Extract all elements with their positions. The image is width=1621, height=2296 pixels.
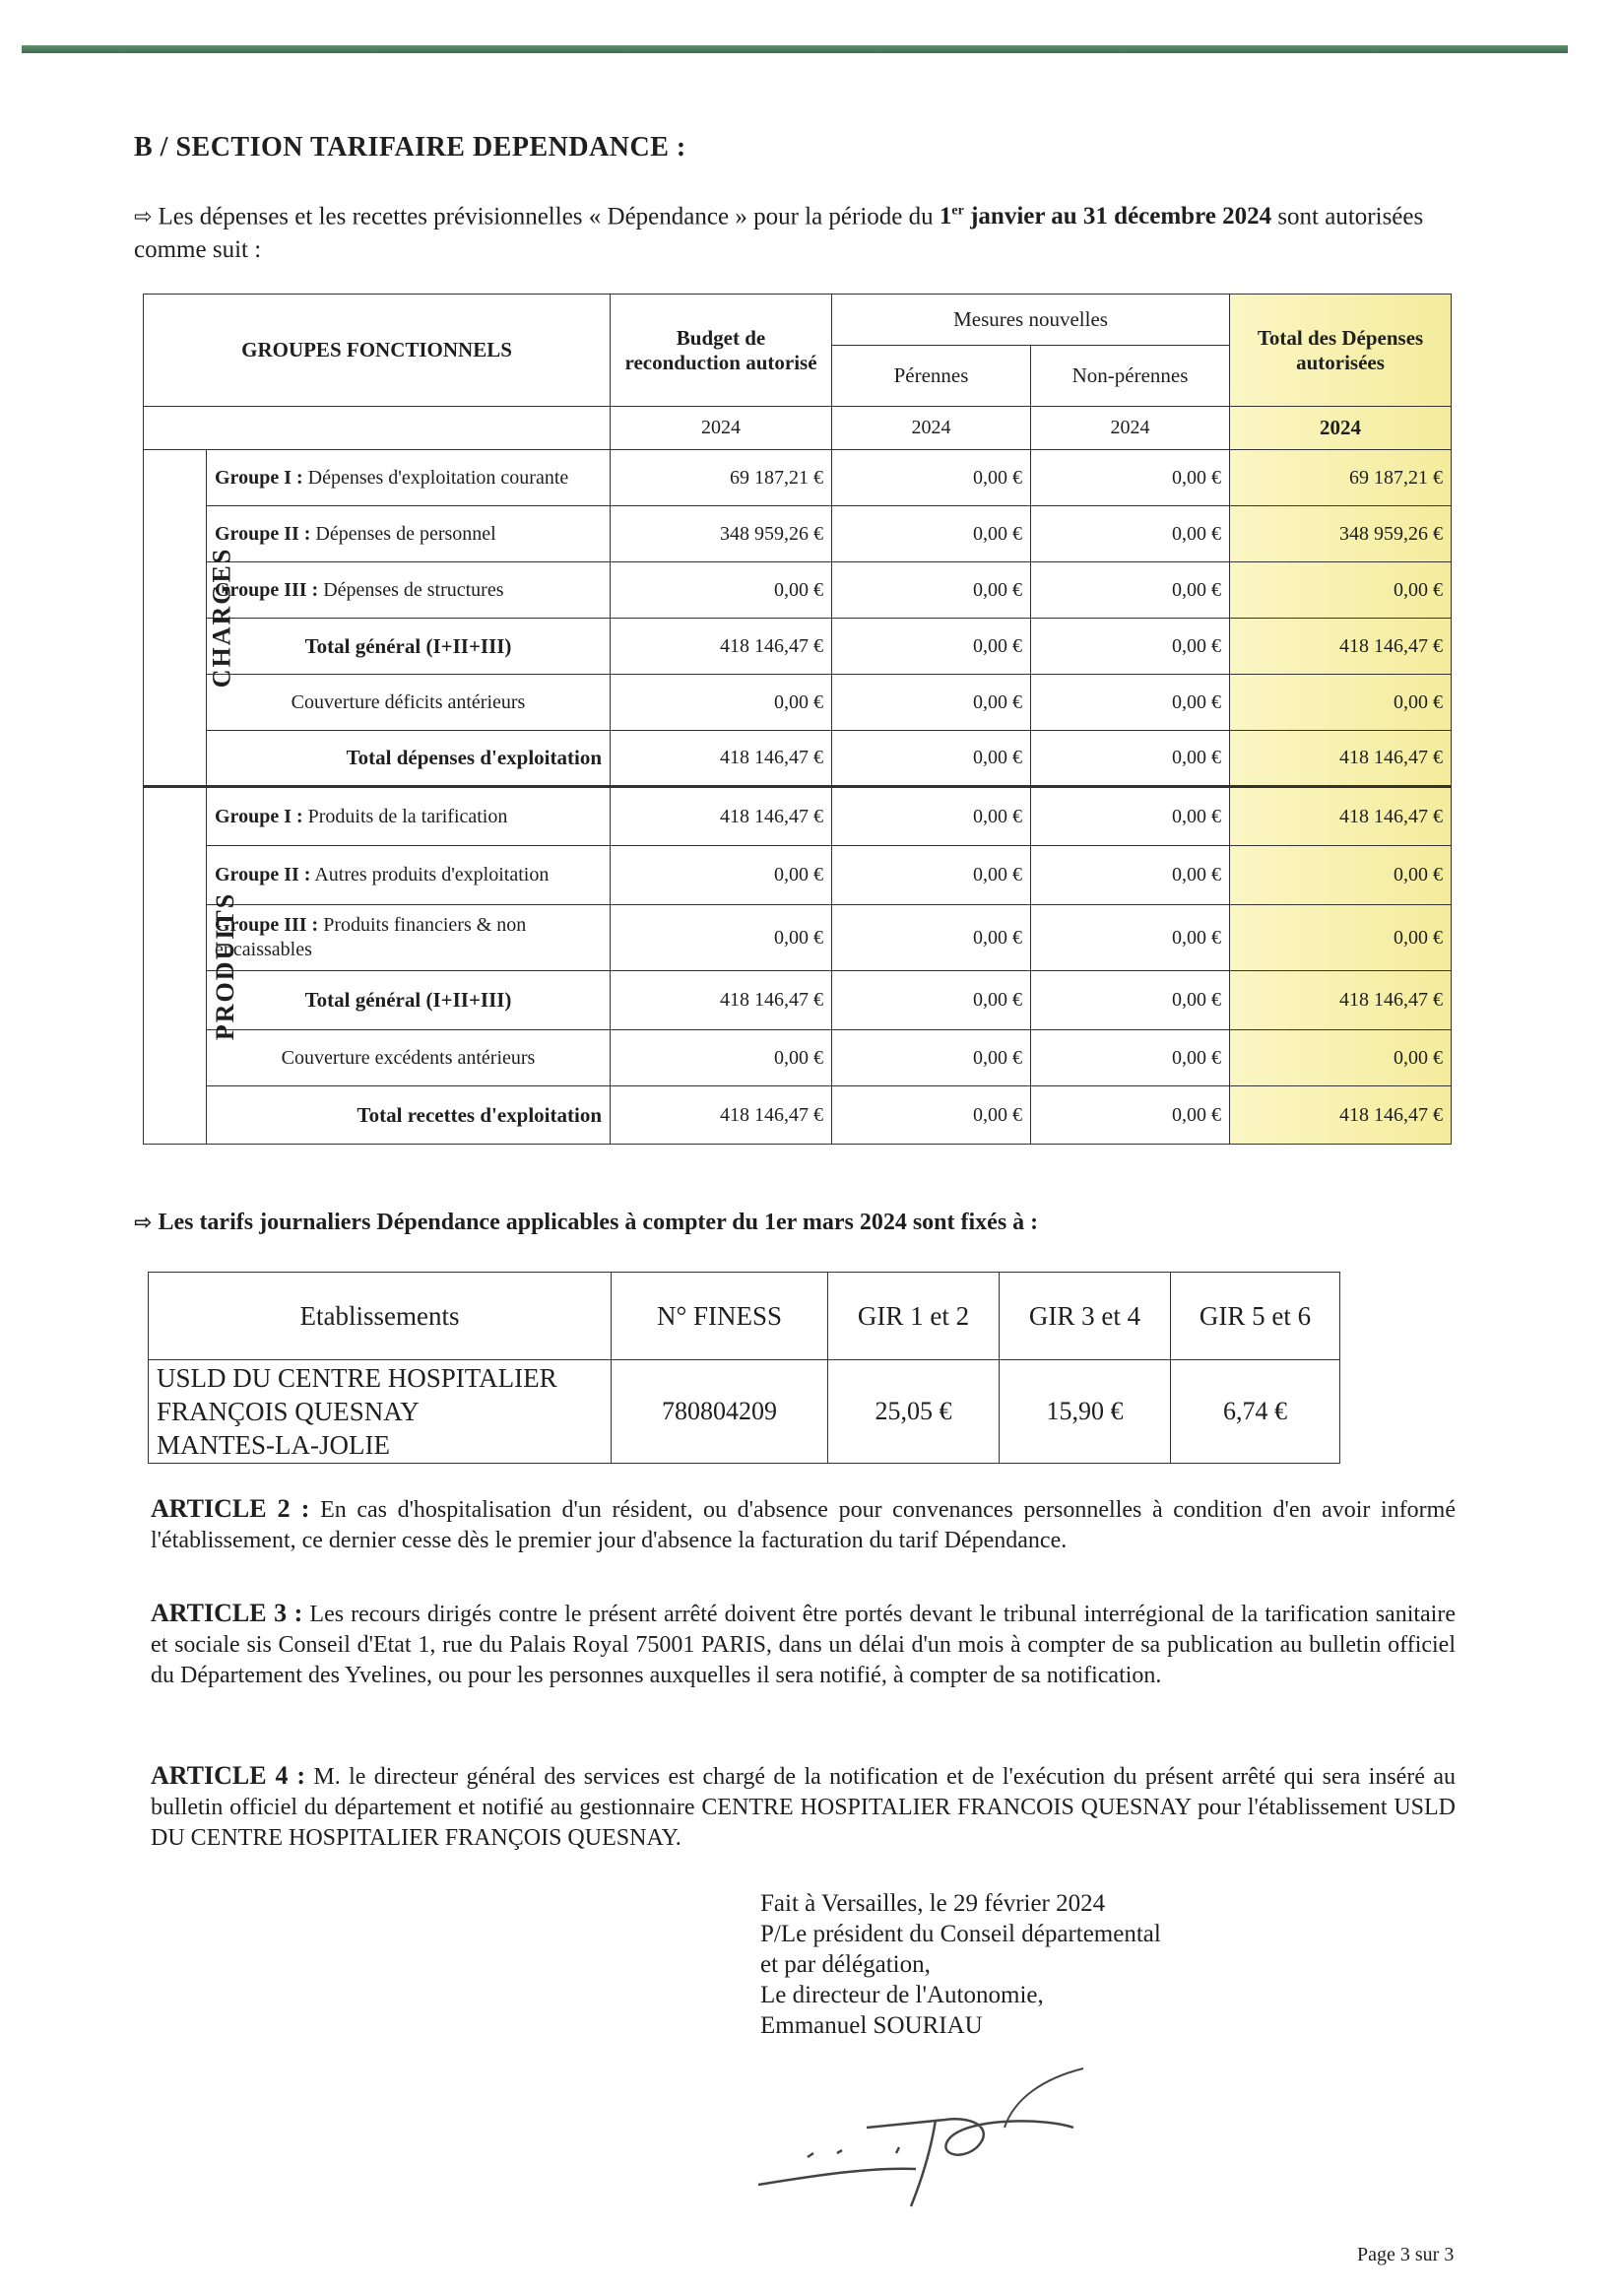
tarifs-header-gir34: GIR 3 et 4 (1000, 1273, 1171, 1360)
etab-name: USLD DU CENTRE HOSPITALIER FRANÇOIS QUESNAY MANTES-LA-JOLIE (149, 1360, 612, 1464)
year-total: 2024 (1230, 407, 1452, 450)
gir34: 15,90 € (1000, 1360, 1171, 1464)
tarifs-table (148, 1272, 1340, 1464)
table-row: Groupe II : Dépenses de personnel 348 959,26 € 0,00 € 0,00 € 348 959,26 € (144, 506, 1452, 562)
article-3: ARTICLE 3 : Les recours dirigés contre le présent arrêté doivent être portés devant le tribunal interrégional de la tarification sanitaire et sociale sis Conseil d'Etat 1, rue du Palais Royal 75001 PARIS, dans un délai d'un mois à compter de sa publication au bulletin officiel du Département des Yvelines, ou pour les personnes auxquelles il sera notifié, à compter de sa notification. (151, 1599, 1456, 1688)
header-spacer (144, 407, 611, 450)
arrow-right-icon: ⇨ (134, 1211, 153, 1235)
header-perennes: Pérennes (832, 346, 1031, 407)
top-rule (22, 45, 1568, 53)
year-non-perennes: 2024 (1031, 407, 1230, 450)
year-budget: 2024 (611, 407, 832, 450)
intro-text: Les dépenses et les recettes prévisionnelles « Dépendance » pour la période du (158, 203, 940, 230)
handwritten-signature (748, 2059, 1162, 2216)
tarifs-header-etab: Etablissements (149, 1273, 612, 1360)
header-groupes: GROUPES FONCTIONNELS (144, 295, 611, 407)
table-row (149, 1360, 1340, 1464)
budget-table (143, 294, 1452, 1145)
header-mesures: Mesures nouvelles (832, 295, 1230, 346)
table-row: Groupe III : Dépenses de structures 0,00 € 0,00 € 0,00 € 0,00 € (144, 562, 1452, 619)
table-row: Total recettes d'exploitation 418 146,47 € 0,00 € 0,00 € 418 146,47 € (144, 1086, 1452, 1145)
intro-paragraph (134, 195, 1454, 266)
table-row: Total général (I+II+III) 418 146,47 € 0,00 € 0,00 € 418 146,47 € (144, 619, 1452, 675)
gir12: 25,05 € (828, 1360, 1000, 1464)
table-row: Total général (I+II+III) 418 146,47 € 0,00 € 0,00 € 418 146,47 € (144, 971, 1452, 1030)
table-row: Total dépenses d'exploitation 418 146,47 € 0,00 € 0,00 € 418 146,47 € (144, 731, 1452, 787)
table-row: CHARGES Groupe I : Dépenses d'exploitation courante 69 187,21 € 0,00 € 0,00 € 69 187,21 € (144, 450, 1452, 506)
charges-label: CHARGES (144, 450, 207, 787)
year-perennes: 2024 (832, 407, 1031, 450)
tarifs-header-gir12: GIR 1 et 2 (828, 1273, 1000, 1360)
header-budget: Budget de reconduction autorisé (611, 295, 832, 407)
article-4: ARTICLE 4 : M. le directeur général des services est chargé de la notification et de l'exécution du présent arrêté qui sera inséré au bulletin officiel du département et notifié au gestionnaire CENTRE HOSPITALIER FRANCOIS QUESNAY pour l'établissement USLD DU CENTRE HOSPITALIER FRANÇOIS QUESNAY. (151, 1761, 1457, 1851)
tarifs-header-finess: N° FINESS (612, 1273, 828, 1360)
produits-label: PRODUITS (144, 787, 207, 1145)
tarifs-intro: ⇨ Les tarifs journaliers Dépendance applicables à compter du 1er mars 2024 sont fixés à : (134, 1210, 1039, 1235)
arrow-right-icon: ⇨ (134, 205, 153, 230)
tarifs-header-gir56: GIR 5 et 6 (1171, 1273, 1340, 1360)
page-number: Page 3 sur 3 (1357, 2244, 1455, 2265)
section-title: B / SECTION TARIFAIRE DEPENDANCE : (134, 132, 686, 163)
header-non-perennes: Non-pérennes (1031, 346, 1230, 407)
table-row: PRODUITS Groupe I : Produits de la tarification 418 146,47 € 0,00 € 0,00 € 418 146,47 € (144, 787, 1452, 846)
table-row: Couverture déficits antérieurs 0,00 € 0,00 € 0,00 € 0,00 € (144, 675, 1452, 731)
table-row: Groupe III : Produits financiers & non encaissables 0,00 € 0,00 € 0,00 € 0,00 € (144, 905, 1452, 971)
signature-block: Fait à Versailles, le 29 février 2024 P/Le président du Conseil départemental et par délégation, Le directeur de l'Autonomie, Emmanuel SOURIAU (760, 1890, 1161, 2039)
intro-text-end: sont autorisées comme suit : (134, 203, 1424, 264)
gir56: 6,74 € (1171, 1360, 1340, 1464)
finess: 780804209 (612, 1360, 828, 1464)
intro-bold: 1er janvier au 31 décembre 2024 (939, 203, 1272, 230)
table-row: Groupe II : Autres produits d'exploitation 0,00 € 0,00 € 0,00 € 0,00 € (144, 846, 1452, 905)
table-row: Couverture excédents antérieurs 0,00 € 0,00 € 0,00 € 0,00 € (144, 1030, 1452, 1086)
article-2: ARTICLE 2 : En cas d'hospitalisation d'un résident, ou d'absence pour convenances personnelles à condition d'en avoir informé l'établissement, ce dernier cesse dès le premier jour d'absence la facturation du tarif Dépendance. (151, 1494, 1456, 1553)
header-total: Total des Dépenses autorisées (1230, 295, 1452, 407)
